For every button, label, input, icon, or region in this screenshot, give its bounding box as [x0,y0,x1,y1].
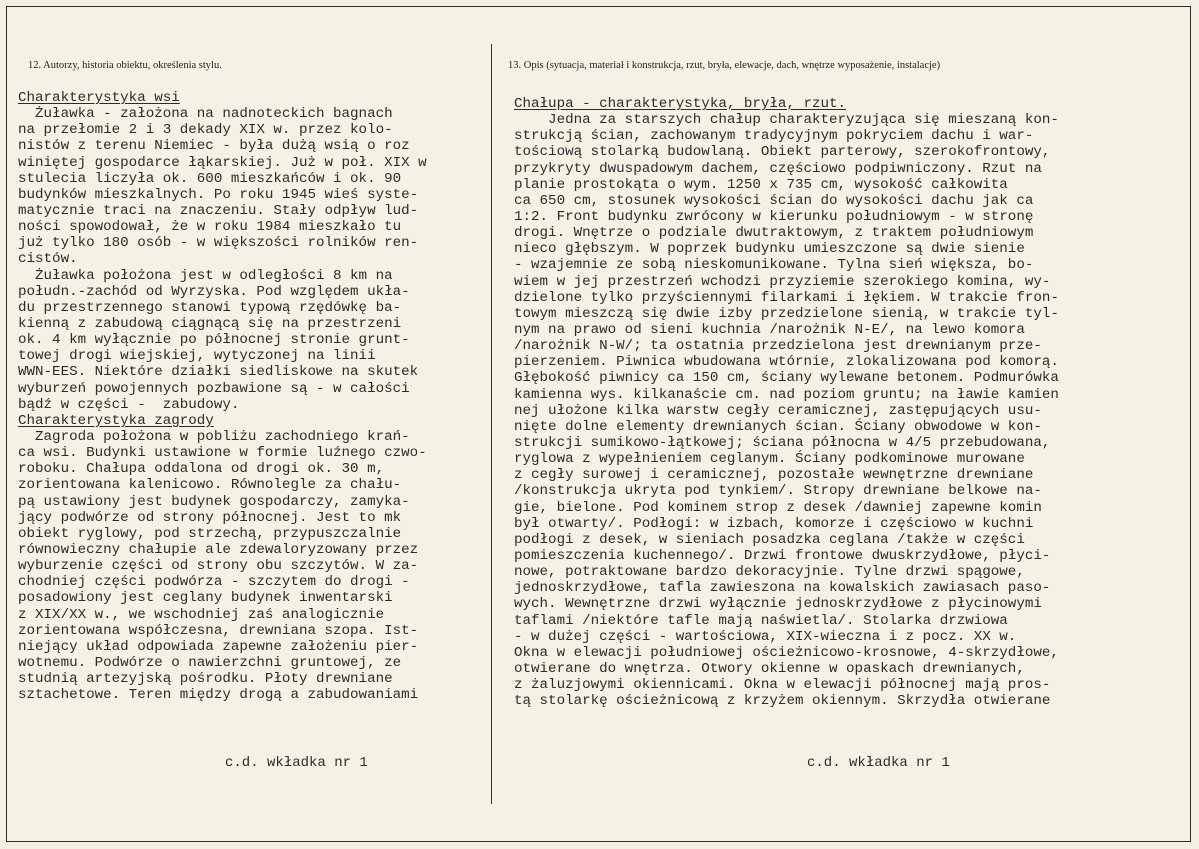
text-line: nej ułożone kilka warstw cegły ceramicznej, zastępujących usu- [514,402,1042,419]
text-line: cistów. [18,251,78,268]
text-line: ca wsi. Budynki ustawione w formie luźnego czwo- [18,445,427,462]
text-line: 1:2. Front budynku zwrócony w kierunku południowym - w stronę [514,208,1034,225]
text-line: strukcją ścian, zachowanym tradycyjnym pokryciem dachu i war- [514,128,1034,145]
text-line: ności spowodował, że w roku 1984 mieszkało tu [18,219,402,236]
text-line: planie prostokąta o wym. 1250 x 735 cm, wysokość całkowita [514,176,1008,193]
text-line: z XIX/XX w., we wschodniej zaś analogicznie [18,606,385,623]
text-line: gie, bielone. Pod kominem strop z desek /dawniej zapewne komin [514,499,1042,516]
text-line: nięte dolne elementy drewnianych ścian. Ściany obwodowe w kon- [514,418,1042,435]
text-line: roboku. Chałupa oddalona od drogi ok. 30 m, [18,461,385,478]
text-line: ca 650 cm, stosunek wysokości ścian do wysokości dachu jak ca [514,192,1034,209]
text-line: winiętej gospodarce łąkarskiej. Już w poł. XIX w [18,154,427,171]
text-line: bądź w części - zabudowy. [18,396,240,413]
text-line: pomieszczenia kuchennego/. Drzwi frontowe dwuskrzydłowe, płyci- [514,547,1051,564]
text-line: był otwarty/. Podłogi: w izbach, komorze i częściowo w kuchni [514,515,1034,532]
text-line: obiekt ryglowy, pod strzechą, przypuszczalnie [18,525,402,542]
right-continuation-note: c.d. wkładka nr 1 [807,755,950,771]
section-heading: Charakterystyka zagrody [18,412,214,429]
text-line: /konstrukcja ukryta pod tynkiem/. Stropy drewniane belkowe na- [514,483,1042,500]
text-line: jący podwórze od strony północnej. Jest to mk [18,509,402,526]
text-line: wyburzeń powojennych pozbawione są - w całości [18,380,410,397]
text-line: tą stolarkę ościeżnicową z krzyżem okiennym. Skrzydła otwierane [514,693,1051,710]
text-line: nowe, potraktowane bardzo dekoracyjnie. Tylne drzwi spągowe, [514,564,1025,581]
text-line: podłogi z desek, w sieniach posadzka ceglana /także w części [514,531,1025,548]
text-line: chodniej części podwórza - szczytem do drogi - [18,574,410,591]
text-line: już tylko 180 osób - w większości rolników ren- [18,235,419,252]
text-line: kienną z zabudową ciągnącą się na przestrzeni [18,315,402,332]
text-line: posadowiony jest ceglany budynek inwentarski [18,590,393,607]
left-column-text [18,90,490,703]
text-line: pierzeniem. Piwnica wbudowana wtórnie, zlokalizowana pod komorą. [514,354,1059,371]
text-line: wyburzenie części od strony obu szczytów. W za- [18,558,419,575]
text-line: Głębokość piwnicy ca 150 cm, ściany wylewane betonem. Podmurówka [514,370,1059,387]
text-line: ryglowa z wypełnieniem ceglanym. Ściany podkominowe murowane [514,451,1025,468]
text-line: Okna w elewacji południowej ościeżnicowo-krosnowe, 4-skrzydłowe, [514,644,1059,661]
text-line: stulecia liczyła ok. 600 mieszkańców i ok. 90 [18,170,402,187]
text-line: taflami /niektóre tafle mają naświetla/. Stolarka drzwiowa [514,612,1008,629]
text-line: przykryty dwuspadowym dachem, częściowo podpiwniczony. Rzut na [514,160,1042,177]
section-heading: Chałupa - charakterystyka, bryła, rzut. [514,96,847,112]
text-line: studnią artezyjską pośrodku. Płoty drewniane [18,671,393,688]
right-column-text [514,96,1194,709]
text-line: drogi. Wnętrze o podziale dwutraktowym, z traktem południowym [514,225,1034,242]
section-12-header: 12. Autorzy, historia obiektu, określenia stylu. [28,60,222,71]
text-line: dzielone tylko przyściennymi filarkami i łękiem. W trakcie fron- [514,289,1059,306]
text-line: towej drogi wiejskiej, wytyczonej na linii [18,348,376,365]
text-line: WWN-EES. Niektóre działki siedliskowe na skutek [18,364,419,381]
text-line: - w dużej części - wartościowa, XIX-wieczna i z pocz. XX w. [514,628,1017,645]
section-13-header: 13. Opis (sytuacja, materiał i konstrukcja, rzut, bryła, elewacje, dach, wnętrze wyposażenie, instalacje) [508,60,941,71]
text-line: z żaluzjowymi okiennicami. Okna w elewacji północnej mają pros- [514,677,1051,694]
text-line: z cegły surowej i ceramicznej, pozostałe wewnętrzne drewniane [514,467,1034,484]
text-line: Żuławka - założona na nadnoteckich bagnach [18,106,393,123]
text-line: Jedna za starszych chałup charakteryzująca się mieszaną kon- [514,112,1059,129]
text-line: otwierane do wnętrza. Otwory okienne w opaskach drewnianych, [514,660,1025,677]
text-line: jednoskrzydłowe, tafla zawieszona na kowalskich zawiasach paso- [514,580,1051,597]
text-line: wiem w jej przestrzeń wchodzi przyziemie szerokiego komina, wy- [514,273,1051,290]
text-line: zorientowana współczesna, drewniana szopa. Ist- [18,622,419,639]
text-line: równowieczny chałupie ale zdewaloryzowany przez [18,541,419,558]
text-line: kamienna wys. kilkanaście cm. nad poziom gruntu; na ławie kamien [514,386,1059,403]
text-line: na przełomie 2 i 3 dekady XIX w. przez kolo- [18,122,393,139]
text-line: sztachetowe. Teren między drogą a zabudowaniami [18,687,419,704]
text-line: pą ustawiony jest budynek gospodarczy, zamyka- [18,493,410,510]
text-line: Żuławka położona jest w odległości 8 km na [18,267,393,284]
text-line: nym na prawo od sieni kuchnia /narożnik N-E/, na lewo komora [514,321,1025,338]
text-line: nistów z terenu Niemiec - była dużą wsią o roz [18,138,410,155]
text-line: niejący układ odpowiada zapewne założeniu pier- [18,638,419,655]
text-line: /narożnik N-W/; ta ostatnia przedzielona jest drewnianym prze- [514,338,1042,355]
text-line: budynków mieszkalnych. Po roku 1945 wieś syste- [18,186,419,203]
text-line: du przestrzennego stanowi typową rzędówkę ba- [18,299,402,316]
text-line: towym mieszczą się dwie izby przedzielone sienią, w trakcie tyl- [514,305,1059,322]
text-line: wych. Wewnętrzne drzwi wyłącznie jednoskrzydłowe z płycinowymi [514,596,1042,613]
text-line: - wzajemnie ze sobą nieskomunikowane. Tylna sień większa, bo- [514,257,1034,274]
text-line: ok. 4 km wyłącznie po północnej stronie grunt- [18,332,410,349]
column-divider [491,44,492,804]
text-line: wotnemu. Podwórze o nawierzchni gruntowej, ze [18,654,402,671]
left-continuation-note: c.d. wkładka nr 1 [225,755,368,771]
text-line: połudn.-zachód od Wyrzyska. Pod względem ukła- [18,283,410,300]
section-heading: Charakterystyka wsi [18,90,180,106]
text-line: nieco głębszym. W poprzek budynku umieszczone są dwie sienie [514,241,1025,258]
text-line: matycznie traci na znaczeniu. Stały odpływ lud- [18,202,419,219]
text-line: zorientowana kalenicowo. Równolegle za chału- [18,477,402,494]
text-line: tościową stolarką budowlaną. Obiekt parterowy, szerokofrontowy, [514,144,1051,161]
text-line: strukcji sumikowo-łątkowej; ściana północna w 4/5 przebudowana, [514,434,1051,451]
text-line: Zagroda położona w pobliżu zachodniego krań- [18,428,410,445]
